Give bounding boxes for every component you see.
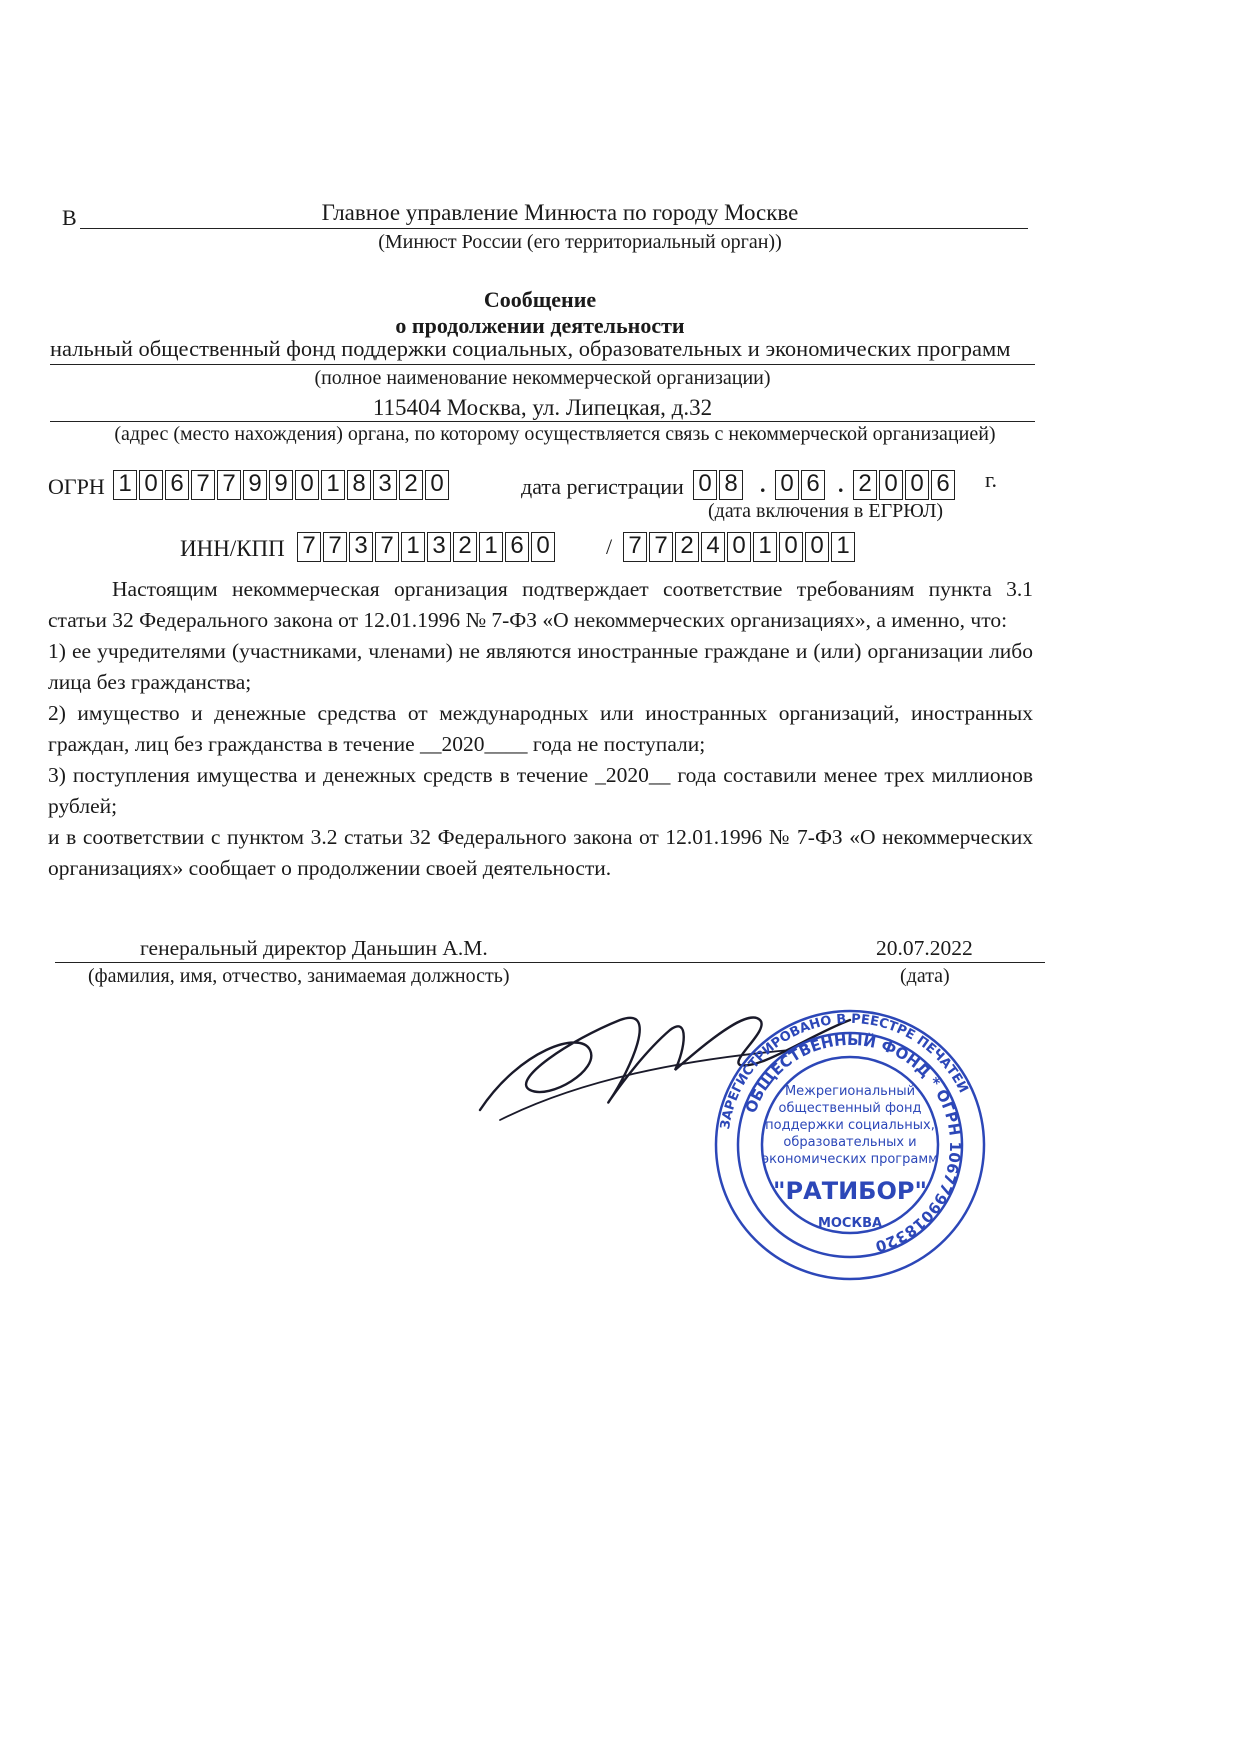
- year-suffix: г.: [985, 467, 998, 492]
- inn-digit-box: 7: [375, 532, 399, 562]
- ogrn-digit-box: 0: [139, 470, 163, 500]
- organization-address-caption: (адрес (место нахождения) органа, по которому осуществляется связь с некоммерческой организацией): [114, 423, 996, 445]
- item-2: [48, 698, 1033, 760]
- ogrn-digit-box: 3: [373, 470, 397, 500]
- kpp-digit-box: 4: [701, 532, 725, 562]
- organization-address-underline: [50, 421, 1035, 422]
- svg-text:экономических программ: экономических программ: [762, 1152, 938, 1167]
- ogrn-boxes: [113, 470, 449, 500]
- kpp-digit-box: 7: [649, 532, 673, 562]
- ogrn-digit-box: 2: [399, 470, 423, 500]
- svg-text:образовательных и: образовательных и: [783, 1135, 917, 1150]
- item-1: 1) ее учредителями (участниками, членами) не являются иностранные граждане и (или) организации либо лица без гражданства;: [48, 639, 1033, 694]
- kpp-boxes: [623, 532, 855, 562]
- svg-text:поддержки социальных,: поддержки социальных,: [765, 1118, 935, 1133]
- inn-digit-box: 7: [323, 532, 347, 562]
- registration-year-digit-box: 2: [853, 470, 877, 500]
- inn-boxes: [297, 532, 555, 562]
- ogrn-digit-box: 0: [295, 470, 319, 500]
- inn-digit-box: 3: [349, 532, 373, 562]
- svg-text:"РАТИБОР": "РАТИБОР": [773, 1177, 927, 1205]
- organization-name-underline: [50, 364, 1035, 365]
- registration-day-boxes: [693, 470, 743, 500]
- kpp-digit-box: 0: [805, 532, 829, 562]
- signature-date: 20.07.2022: [876, 936, 973, 960]
- item-2-text-b: года не поступали;: [532, 732, 706, 756]
- addressee-underline: [80, 228, 1028, 229]
- item-3-year: _2020__: [595, 763, 671, 787]
- registration-year-digit-box: 0: [879, 470, 903, 500]
- addressee-prefix: В: [62, 205, 77, 230]
- registration-year-boxes: [853, 470, 955, 500]
- document-subtitle: о продолжении деятельности: [395, 313, 685, 338]
- inn-digit-box: 2: [453, 532, 477, 562]
- registration-day-digit-box: 0: [693, 470, 717, 500]
- item-3-text-b: года составили менее трех миллионов рублей;: [48, 763, 1034, 818]
- registration-day-digit-box: 8: [719, 470, 743, 500]
- inn-digit-box: 1: [479, 532, 503, 562]
- organization-seal-stamp: [710, 1005, 990, 1285]
- svg-text:ОБЩЕСТВЕННЫЙ ФОНД * ОГРН 10677: ОБЩЕСТВЕННЫЙ ФОНД * ОГРН 1067799018320: [741, 1030, 965, 1256]
- ogrn-digit-box: 0: [425, 470, 449, 500]
- inn-digit-box: 6: [505, 532, 529, 562]
- addressee-caption: (Минюст России (его территориальный орган)): [378, 231, 782, 253]
- organization-name-caption: (полное наименование некоммерческой организации): [314, 367, 771, 389]
- registration-month-digit-box: 0: [775, 470, 799, 500]
- organization-name: нальный общественный фонд поддержки социальных, образовательных и экономических программ: [50, 336, 1011, 361]
- kpp-digit-box: 1: [753, 532, 777, 562]
- registration-month-boxes: [775, 470, 825, 500]
- kpp-digit-box: 0: [727, 532, 751, 562]
- kpp-digit-box: 0: [779, 532, 803, 562]
- inn-digit-box: 1: [401, 532, 425, 562]
- item-2-text-a: 2) имущество и денежные средства от международных или иностранных организаций, иностранных граждан, лиц без гражданства в течение: [48, 701, 1033, 756]
- inn-digit-box: 7: [297, 532, 321, 562]
- inn-kpp-label: ИНН/КПП: [180, 536, 285, 561]
- registration-year-digit-box: 0: [905, 470, 929, 500]
- ogrn-digit-box: 8: [347, 470, 371, 500]
- ogrn-digit-box: 9: [243, 470, 267, 500]
- registration-month-digit-box: 6: [801, 470, 825, 500]
- closing-paragraph: и в соответствии с пунктом 3.2 статьи 32 Федерального закона от 12.01.1996 № 7-ФЗ «О некоммерческих организациях» сообщает о продолжении своей деятельности.: [48, 825, 1033, 880]
- registration-year-digit-box: 6: [931, 470, 955, 500]
- body-text: [48, 574, 1033, 884]
- intro-paragraph: Настоящим некоммерческая организация подтверждает соответствие требованиям пункта 3.1 статьи 32 Федерального закона от 12.01.1996 № 7-ФЗ «О некоммерческих организациях», а именно, что:: [48, 577, 1033, 632]
- ogrn-digit-box: 7: [217, 470, 241, 500]
- kpp-digit-box: 7: [623, 532, 647, 562]
- item-3: [48, 760, 1033, 822]
- ogrn-digit-box: 1: [113, 470, 137, 500]
- svg-text:ЗАРЕГИСТРИРОВАНО В РЕЕСТРЕ ПЕЧ: ЗАРЕГИСТРИРОВАНО В РЕЕСТРЕ ПЕЧАТЕЙ: [718, 1011, 971, 1131]
- inn-kpp-slash: /: [606, 534, 613, 559]
- item-3-text-a: 3) поступления имущества и денежных средств в течение: [48, 763, 589, 787]
- organization-address: 115404 Москва, ул. Липецкая, д.32: [372, 395, 713, 420]
- date-caption: (дата): [900, 965, 950, 987]
- addressee-authority: Главное управление Минюста по городу Москве: [321, 200, 799, 225]
- ogrn-digit-box: 1: [321, 470, 345, 500]
- signer-name: генеральный директор Даньшин А.М.: [140, 936, 488, 960]
- svg-text:МОСКВА: МОСКВА: [817, 1216, 883, 1231]
- inn-digit-box: 3: [427, 532, 451, 562]
- inn-digit-box: 0: [531, 532, 555, 562]
- svg-text:общественный фонд: общественный фонд: [778, 1101, 922, 1116]
- registration-date-label: дата регистрации: [521, 474, 684, 499]
- date-separator-2: .: [838, 472, 844, 497]
- kpp-digit-box: 1: [831, 532, 855, 562]
- ogrn-digit-box: 7: [191, 470, 215, 500]
- document-title: Сообщение: [483, 287, 597, 312]
- signer-caption: (фамилия, имя, отчество, занимаемая должность): [88, 965, 510, 987]
- signature-underline: [55, 962, 1045, 963]
- ogrn-label: ОГРН: [48, 474, 105, 499]
- date-separator-1: .: [760, 472, 766, 497]
- item-2-year: __2020____: [420, 732, 528, 756]
- ogrn-digit-box: 6: [165, 470, 189, 500]
- registration-date-caption: (дата включения в ЕГРЮЛ): [708, 500, 944, 522]
- svg-text:Межрегиональный: Межрегиональный: [784, 1084, 916, 1099]
- ogrn-digit-box: 9: [269, 470, 293, 500]
- kpp-digit-box: 2: [675, 532, 699, 562]
